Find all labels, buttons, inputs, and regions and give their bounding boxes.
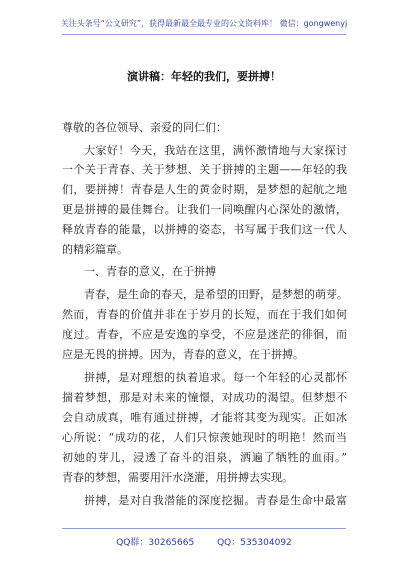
- footer-divider: [62, 528, 346, 529]
- header-divider: [62, 34, 346, 35]
- paragraph-line: 们，要拼搏！青春是人生的黄金时期，是梦想的起航之地: [62, 183, 347, 196]
- paragraph-line: 青春的梦想，需要用汗水浇灌，用拼搏去实现。: [62, 471, 293, 484]
- paragraph-line: 会自动成真，唯有通过拼搏，才能将其变为现实。正如冰: [62, 411, 347, 424]
- document-title: 演讲稿：年轻的我们，要拼搏！: [127, 70, 281, 83]
- paragraph-line: 更是拼搏的最佳舞台。让我们一同唤醒内心深处的激情，: [62, 203, 347, 216]
- qq-number-text: QQ：535304092: [217, 538, 292, 548]
- paragraph-line: 拼搏，是对自我潜能的深度挖掘。青春是生命中最富: [84, 494, 347, 507]
- footer: [0, 535, 408, 548]
- paragraph-line: 揣着梦想，那是对未来的憧憬，对成功的渴望。但梦想不: [62, 391, 347, 404]
- section-heading: 一、青春的意义，在于拼搏: [84, 265, 216, 278]
- paragraph-line: 拼搏，是对理想的执着追求。每一个年轻的心灵都怀: [84, 371, 347, 384]
- paragraph-line: 释放青春的能量，以拼搏的姿态，书写属于我们这一代人: [62, 223, 347, 236]
- header-note: 关注头条号“公文研究”，获得最新最全最专业的公文资料库！ 微信：gongwenyj: [60, 19, 348, 28]
- paragraph-line: 青春，是生命的春天，是希望的田野，是梦想的萌芽。: [84, 288, 348, 301]
- paragraph-line: 心所说：“成功的花，人们只惊羡她现时的明艳！然而当: [62, 431, 347, 444]
- paragraph-line: 应是无畏的拼搏。因为，青春的意义，在于拼搏。: [62, 348, 304, 361]
- paragraph-line: 一个关于青春、关于梦想、关于拼搏的主题——年轻的我: [62, 163, 347, 176]
- salutation-line: 尊敬的各位领导、亲爱的同仁们：: [62, 121, 227, 134]
- paragraph-line: 大家好！今天，我站在这里，满怀激情地与大家探讨: [84, 144, 347, 157]
- paragraph-line: 度过。青春，不应是安逸的享受，不应是迷茫的徘徊，而: [62, 328, 347, 341]
- paragraph-line: 然而，青春的价值并非在于岁月的长短，而在于我们如何: [62, 308, 347, 321]
- paragraph-line: 初她的芽儿，浸透了奋斗的泪泉，洒遍了牺牲的血雨。”: [62, 451, 347, 464]
- paragraph-line: 的精彩篇章。: [62, 243, 128, 256]
- qq-group-text: QQ群：30265665: [116, 538, 195, 548]
